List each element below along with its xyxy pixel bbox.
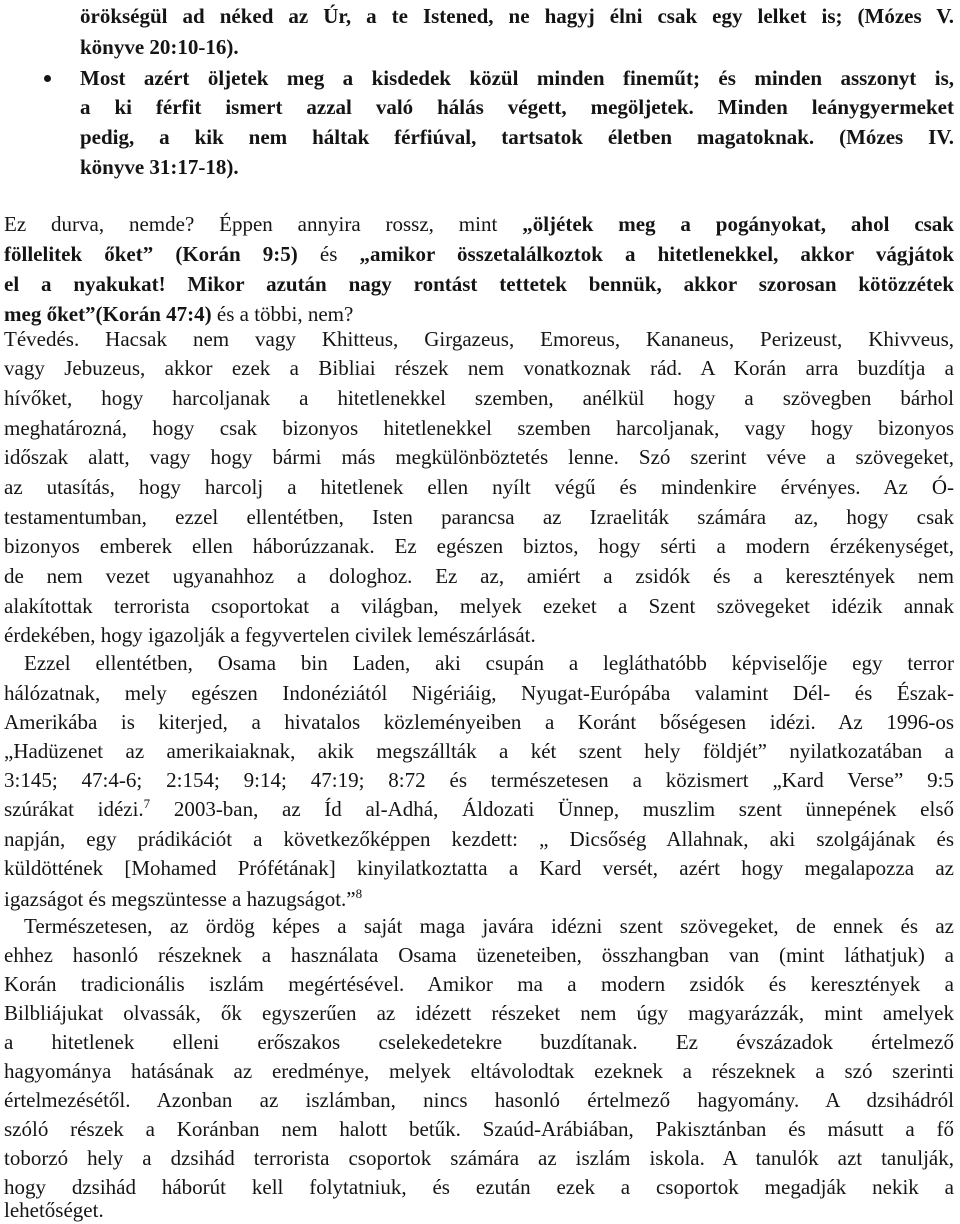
p2-line-4: meghatározná, hogy csak bizonyos hitetlenekkel szemben harcoljanak, vagy hogy bizonyos xyxy=(4,416,954,440)
p3-text: szúrákat idézi. xyxy=(4,797,144,821)
p4-line-8: szóló részek a Koránban nem halott betűk. Szaúd-Arábiában, Pakisztánban és másutt a fő xyxy=(4,1117,954,1141)
p1-line-4 xyxy=(4,300,353,328)
p2-line-6: az utasítás, hogy harcolj a hitetlenek ellen nyílt végű és mindenkire érvényes. Az Ó- xyxy=(4,475,954,499)
p4-line-5: a hitetlenek elleni erőszakos cselekedetekre buzdítanak. Ez évszázadok értelmező xyxy=(4,1030,954,1054)
bullet-2-line-1: Most azért öljetek meg a kisdedek közül minden fineműt; és minden asszonyt is, xyxy=(80,66,954,90)
p1-text: és a többi, nem? xyxy=(211,302,354,326)
p2-line-10: alakítottak terrorista csoportokat a világban, melyek ezeket a Szent szövegeket idézik annak xyxy=(4,594,954,618)
p4-line-1: Természetesen, az ördög képes a saját maga javára idézni szent szövegeket, de ennek és az xyxy=(24,914,954,938)
p3-line-2: hálózatnak, mely egészen Indonéziától Nigériáig, Nyugat-Európába valamint Dél- és Észak- xyxy=(4,681,954,705)
p2-line-5: időszak alatt, vagy hogy bármi más megkülönböztetés lenne. Szó szerint véve a szövegeket, xyxy=(4,445,954,469)
p2-line-3: hívőket, hogy harcoljanak a hitetlenekkel szemben, anélkül hogy a szövegben bárhol xyxy=(4,386,954,410)
p1-quote: föllelitek őket” (Korán 9:5) xyxy=(4,242,298,266)
p2-line-7: testamentumban, ezzel ellentétben, Isten parancsa az Izraeliták számára az, hogy csak xyxy=(4,505,954,529)
bullet-2-line-4: könyve 31:17-18). xyxy=(80,155,239,179)
p1-text: és xyxy=(297,242,360,266)
p3-line-4: „Hadüzenet az amerikaiaknak, akik megszállták a két szent hely földjét” nyilatkozatában a xyxy=(4,739,954,763)
bullet-2-line-2: a ki férfit ismert azzal való hálás végett, megöljetek. Minden leánygyermeket xyxy=(80,95,954,119)
p3-text: igazságot és megszüntesse a hazugságot.” xyxy=(4,887,356,911)
p3-line-6 xyxy=(4,795,954,823)
p2-line-2: vagy Jebuzeus, akkor ezek a Bibliai részek nem vonatkoznak rád. A Korán arra buzdítja a xyxy=(4,356,954,380)
footnote-ref-8[interactable]: 8 xyxy=(355,886,363,901)
p3-line-8: küldöttének [Mohamed Prófétának] kinyilatkoztatta a Kard versét, azért hogy megalapozza az xyxy=(4,856,954,880)
p1-line-2 xyxy=(4,240,954,268)
p4-line-4: Bilbliájukat olvassák, ők egyszerűen az idézett részeket nem úgy magyarázzák, mint amelyek xyxy=(4,1001,954,1025)
p1-text: Ez durva, nemde? xyxy=(4,212,220,236)
p2-line-11: érdekében, hogy igazolják a fegyvertelen civilek lemészárlását. xyxy=(4,623,536,647)
p2-line-9: de nem vezet ugyanahhoz a dologhoz. Ez az, amiért a zsidók és a keresztények nem xyxy=(4,564,954,588)
p1-quote: „öljétek meg a pogányokat, ahol csak xyxy=(522,212,954,236)
p4-line-10: hogy dzsihád háborút kell folytatniuk, és ezután ezek a csoportok megadják nekik a xyxy=(4,1175,954,1199)
p4-line-9: toborzó hely a dzsihád terrorista csoportok számára az iszlám iskola. A tanulók azt tanulják, xyxy=(4,1146,954,1170)
p1-line-3: el a nyakukat! Mikor azután nagy rontást tettetek bennük, akkor szorosan kötözzétek xyxy=(4,272,954,296)
bullet-1-line-1: örökségül ad néked az Úr, a te Istened, ne hagyj élni csak egy lelket is; (Mózes V. xyxy=(80,4,954,28)
p4-line-3: Korán tradicionális iszlám megértésével. Amikor ma a modern zsidók és keresztények a xyxy=(4,972,954,996)
p1-line-1 xyxy=(4,210,954,238)
bullet-dot-icon xyxy=(44,75,51,82)
p1-quote: meg őket”(Korán 47:4) xyxy=(4,302,212,326)
p3-line-9 xyxy=(4,885,362,913)
p3-text: 2003-ban, az Íd al-Adhá, Áldozati Ünnep, muszlim szent ünnepének első xyxy=(150,797,954,821)
p2-line-8: bizonyos emberek ellen háborúzzanak. Ez egészen biztos, hogy sérti a modern érzékenységet, xyxy=(4,534,954,558)
footnote-ref-7[interactable]: 7 xyxy=(143,796,151,811)
p3-line-5: 3:145; 47:4-6; 2:154; 9:14; 47:19; 8:72 és természetesen a közismert „Kard Verse” 9:5 xyxy=(4,768,954,792)
p1-text: Éppen annyira rossz, mint xyxy=(219,212,523,236)
p2-line-1: Tévedés. Hacsak nem vagy Khitteus, Girgazeus, Emoreus, Kananeus, Perizeust, Khivveus, xyxy=(4,327,954,351)
p3-line-7: napján, egy prádikációt a következőképpen kezdett: „ Dicsőség Allahnak, aki szolgájának és xyxy=(4,827,954,851)
p3-line-1: Ezzel ellentétben, Osama bin Laden, aki csupán a legláthatóbb képviselője egy terror xyxy=(24,651,954,675)
p1-quote: „amikor összetalálkoztok a hitetlenekkel, akkor vágjátok xyxy=(359,242,955,266)
p4-line-11: lehetőséget. xyxy=(4,1198,104,1222)
p4-line-7: értelmezésétől. Azonban az iszlámban, nincs hasonló értelmező hagyomány. A dzsihádról xyxy=(4,1088,954,1112)
bullet-1-line-2: könyve 20:10-16). xyxy=(80,35,239,59)
bullet-2-line-3: pedig, a kik nem háltak férfiúval, tartsatok életben magatoknak. (Mózes IV. xyxy=(80,125,954,149)
p4-line-2: ehhez hasonló részeknek a használata Osama üzeneteiben, összhangban van (mint láthatjuk) a xyxy=(4,943,954,967)
p4-line-6: hagyománya hatásának az eredménye, melyek eltávolodtak ezeknek a részeknek a szó szerinti xyxy=(4,1059,954,1083)
p3-line-3: Amerikába is kiterjed, a hivatalos közleményeiben a Koránt bőségesen idézi. Az 1996-os xyxy=(4,710,954,734)
